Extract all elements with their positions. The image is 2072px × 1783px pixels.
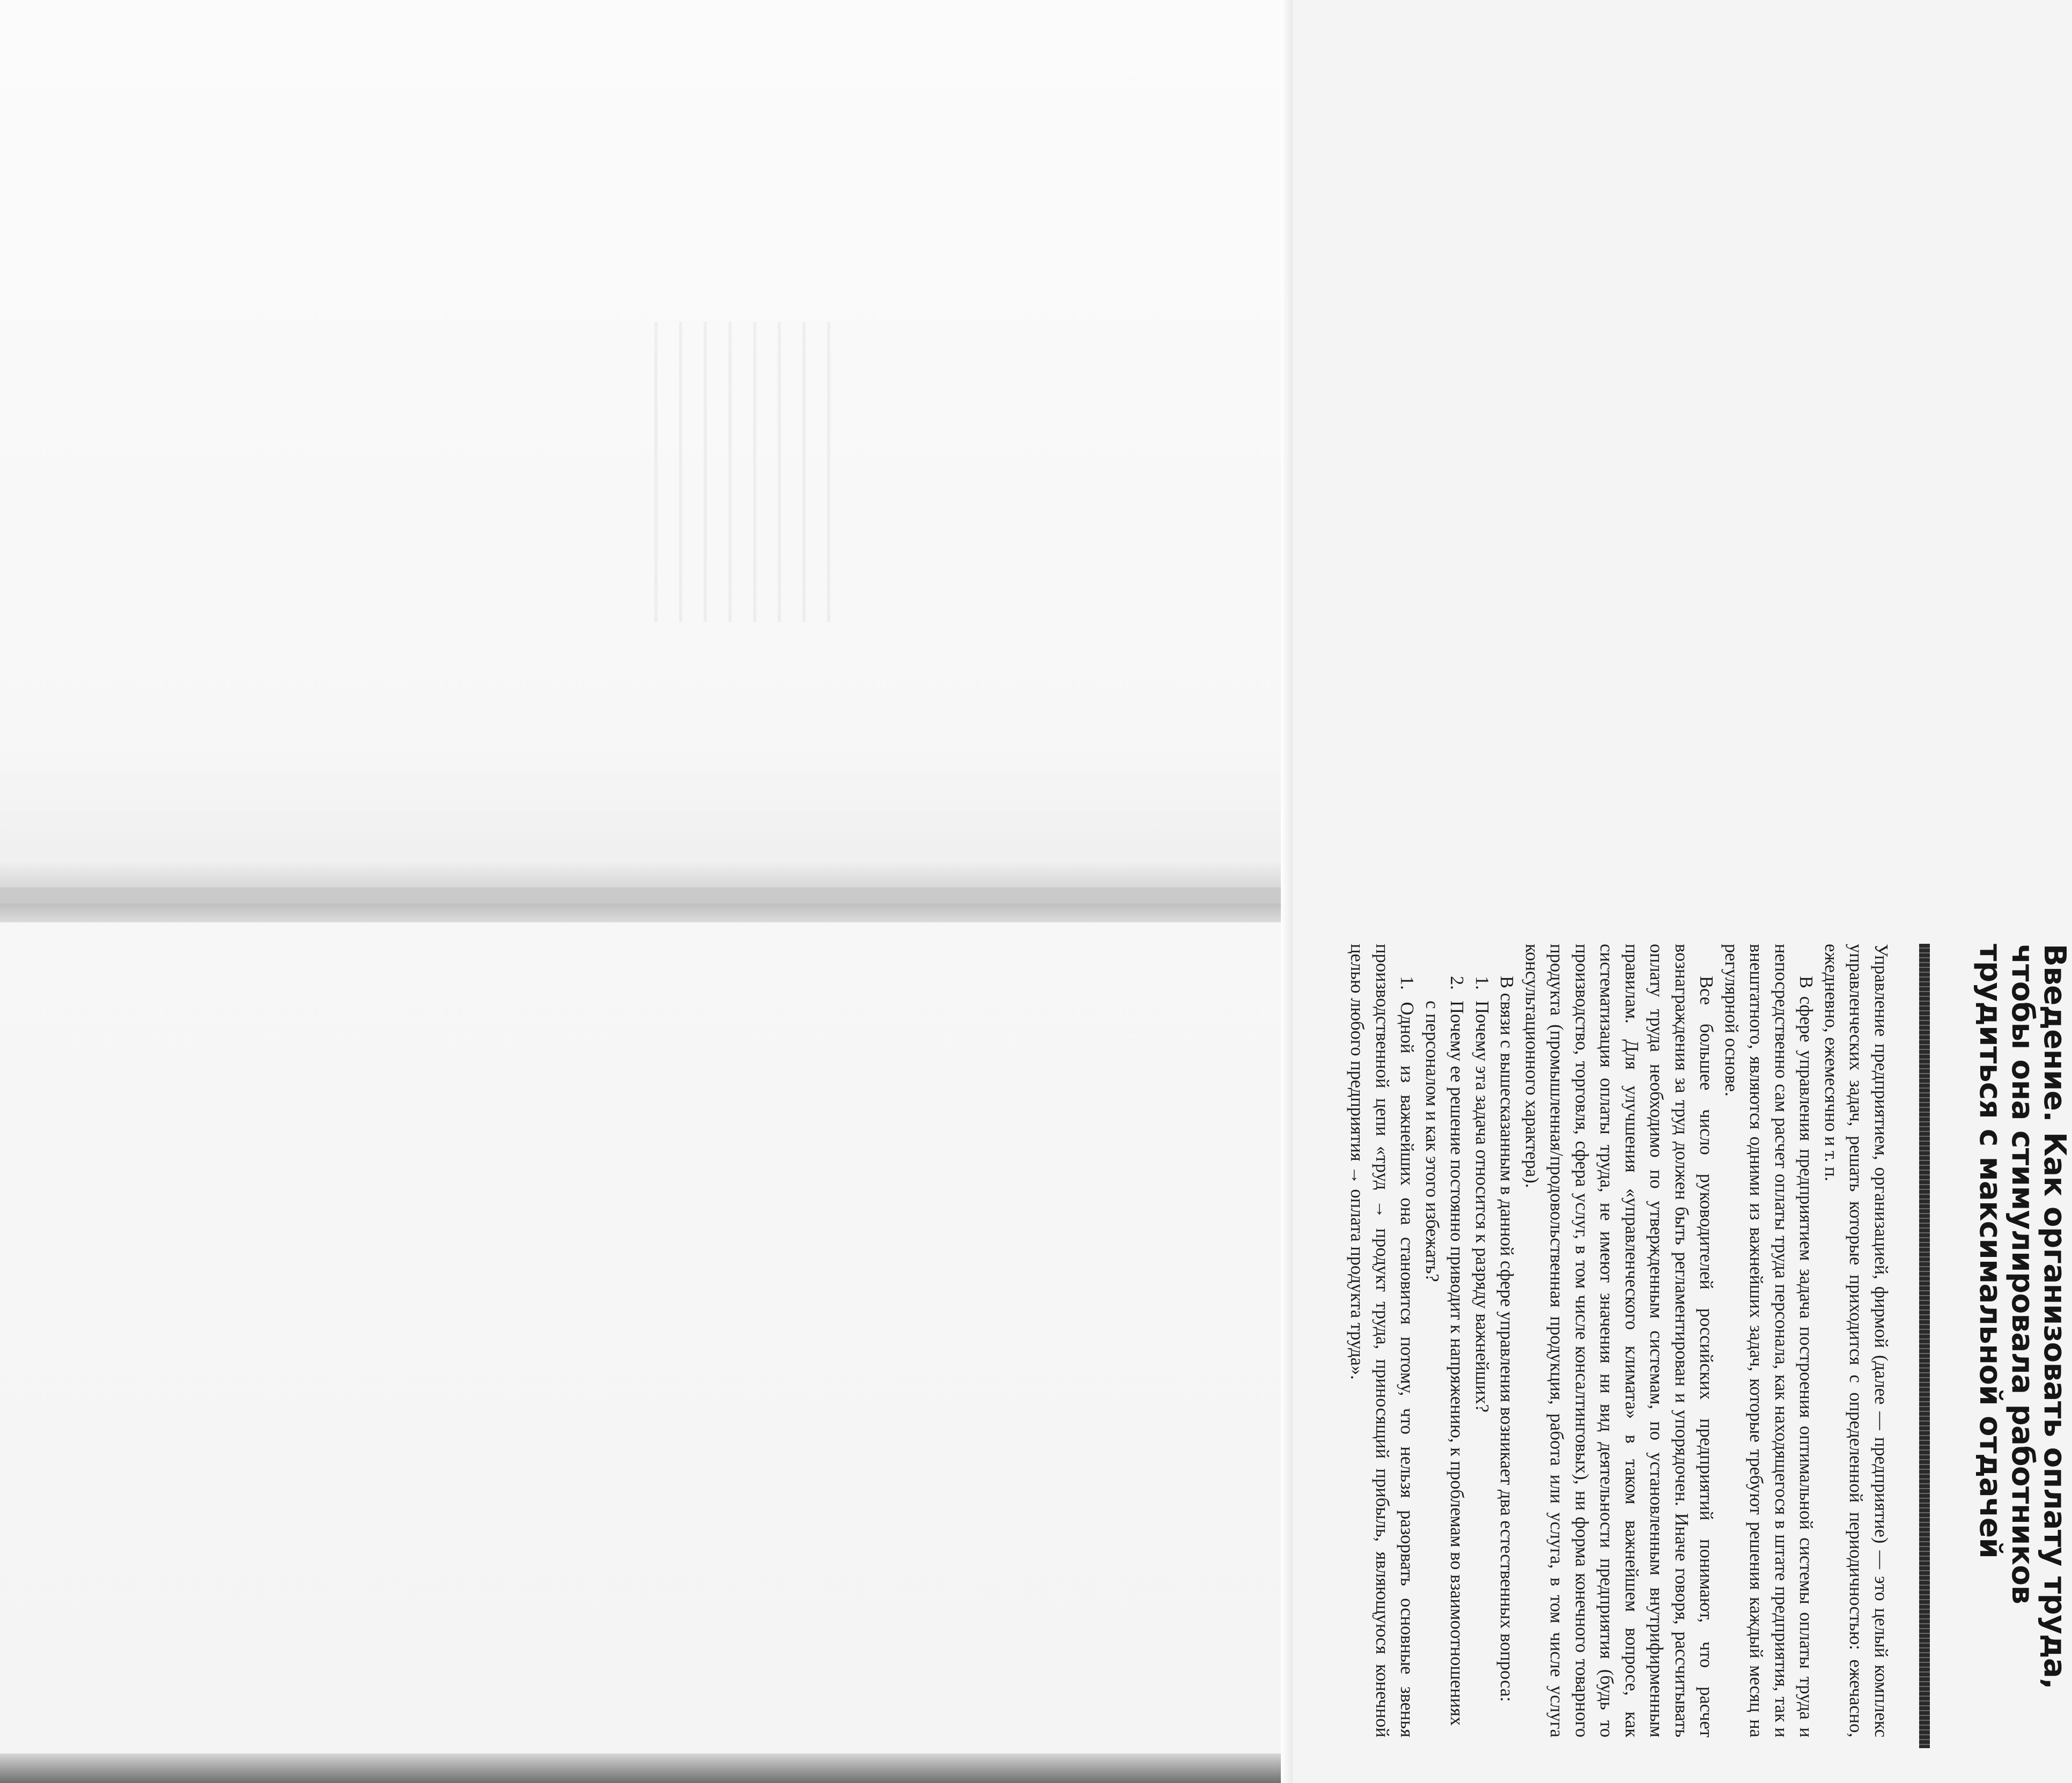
page-bottom-edge	[0, 1754, 1293, 1783]
gutter-shadow	[0, 887, 1293, 904]
chapter-title: Введение. Как организовать оплату труда, чтобы она стимулировала работников трудиться с максимальной отдачей	[1973, 944, 2072, 1689]
bleed-through-text	[654, 322, 847, 622]
chapter-body	[1345, 944, 1893, 1737]
question-2-number: 2.	[1447, 976, 1468, 990]
paragraph-intro: Управление предприятием, организацией, фирмой (далее — предприятие) — это целый комплекс управленческих задач, решать которые приходится с определенной периодичностью: ежечасно, ежедневно, ежемесячно и т. п.	[1821, 944, 1891, 1737]
question-1-number: 1.	[1472, 976, 1492, 990]
previous-page-blank	[0, 0, 1293, 879]
question-1	[1470, 944, 1495, 1737]
question-2-text: Почему ее решение постоянно приводит к напряжению, к проблемам во взаимоотношениях с персоналом и как этого избежать?	[1422, 1001, 1468, 1726]
paragraph-answer-1: 1. Одной из важнейших она становится потому, что нельзя разорвать основные звенья производственной цепи «труд → продукт труда, приносящий прибыль, являющуюся конечной целью любого предприятия → оплата продукта труда».	[1347, 944, 1418, 1737]
rotated-page-content	[998, 944, 2070, 1748]
question-2	[1420, 944, 1470, 1737]
paragraph-payroll-task: В сфере управления предприятием задача построения оптимальной системы оплаты труда и непосредственно сам расчет оплаты труда персонала, как находящегося в штате предприятия, так и внештатного, являются одними из важнейших задач, которые требуют решения каждый месяц на регулярной основе.	[1721, 944, 1817, 1737]
paragraph-questions-lead: В связи с вышесказанным в данной сфере управления возникает два естественных вопроса:	[1496, 976, 1517, 1702]
title-rule	[1919, 944, 1930, 1748]
paragraph-managers: Все большее число руководителей российских предприятий понимают, что расчет вознаграждения за труд должен быть регламентирован и упорядочен. Иначе говоря, рассчитывать оплату труда необходимо по утвержденным системам, по установленным внутрифирменным правилам. Для улучшения «управленческого климата» в таком важнейшем вопросе, как систематизация оплаты труда, не имеют значения ни вид деятельности предприятия (будь то производство, торговля, сфера услуг, в том числе консалтинговых), ни форма конечного товарного продукта (промышленная/продовольственная продукция, работа или услуга, в том числе услуга консультационного характера).	[1522, 944, 1717, 1737]
question-1-text: Почему эта задача относится к разряду важнейших?	[1472, 1001, 1492, 1413]
